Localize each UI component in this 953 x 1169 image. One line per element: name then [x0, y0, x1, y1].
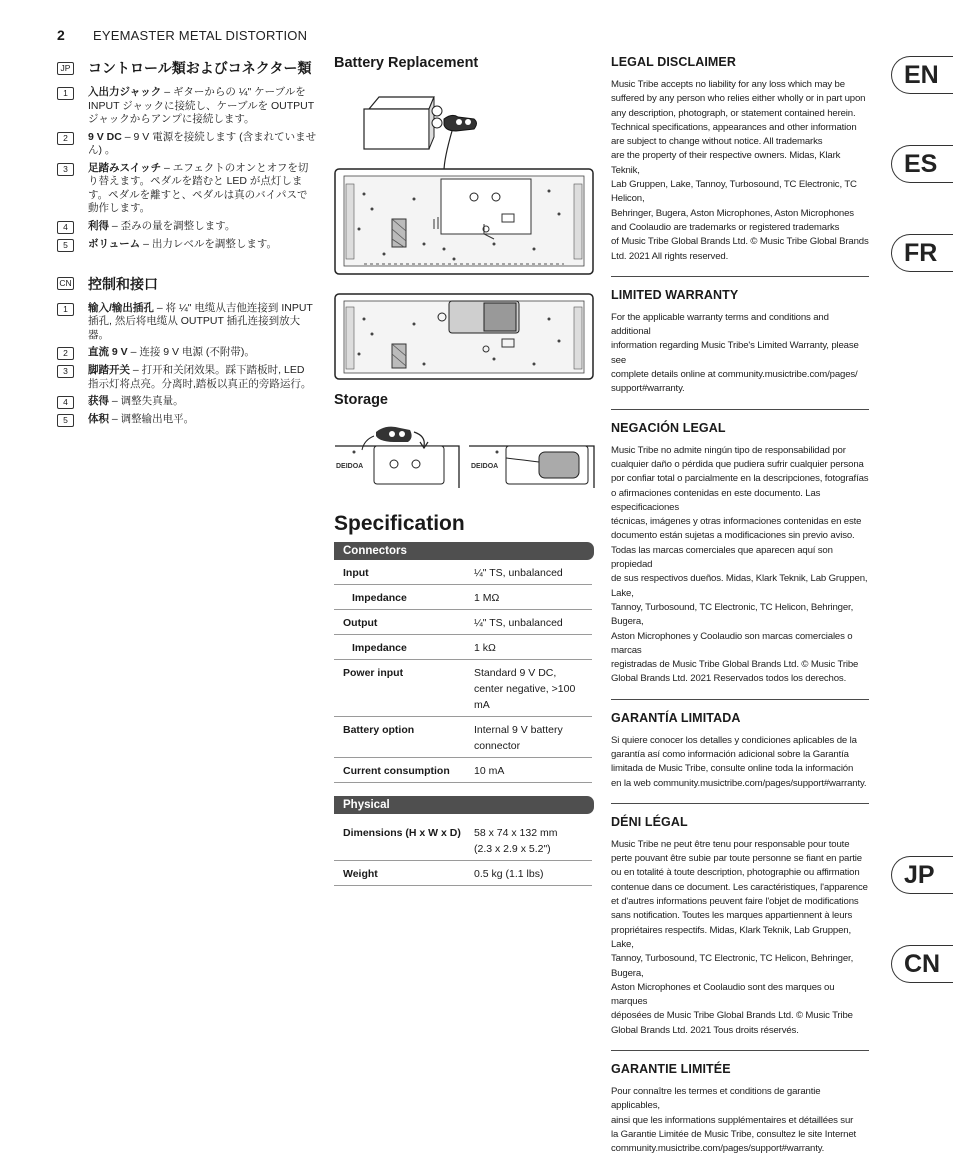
jp-control-item: [57, 220, 317, 234]
legal-section-body: [611, 838, 869, 1038]
legal-text-line: of Music Tribe Global Brands Ltd. © Music Tribe Global Brands: [611, 236, 869, 248]
spec-key: Input: [343, 567, 369, 579]
item-description: [88, 131, 317, 158]
spec-value: [474, 565, 592, 581]
legal-section-title: LIMITED WARRANTY: [611, 287, 739, 302]
legal-text-line: ainsi que les informations supplémentaires et détaillées sur: [611, 1114, 854, 1126]
cn-control-item: [57, 346, 317, 360]
jp-control-item: [57, 131, 317, 158]
spec-value: [474, 866, 592, 882]
spec-row: [334, 635, 592, 660]
spec-value: [474, 590, 592, 606]
legal-text-line: documento están sujetas a modificaciones sin previo aviso.: [611, 530, 855, 542]
legal-text-line: community.musictribe.com/pages/support#warranty.: [611, 1143, 825, 1155]
section-divider: [611, 803, 869, 804]
legal-section-body: [611, 78, 869, 264]
item-description: [88, 302, 317, 343]
legal-text-line: Technical specifications, appearances and other information: [611, 121, 857, 133]
item-text: – 9 V 電源を接続します (含まれていません) 。: [88, 130, 317, 156]
legal-section-title: DÉNI LÉGAL: [611, 814, 688, 829]
legal-section-body: [611, 311, 869, 397]
legal-text-line: o afirmaciones contenidas en este documento. Las especificaciones: [611, 487, 821, 513]
legal-text-line: Global Brands Ltd. 2021 Tous droits réservés.: [611, 1024, 799, 1036]
battery-replacement-illustration: [334, 79, 596, 379]
connectors-header: Connectors: [334, 542, 594, 560]
legal-text-line: sans notification. Toutes les marques appartiennent à leurs: [611, 910, 853, 922]
item-number-badge: 1: [57, 303, 74, 316]
spec-key: Power input: [343, 667, 404, 679]
spec-key: Impedance: [352, 642, 407, 654]
tab-jp[interactable]: JP: [891, 856, 953, 894]
jp-control-item: [57, 86, 317, 127]
item-description: [88, 162, 317, 216]
physical-header: Physical: [334, 796, 594, 814]
tab-fr[interactable]: FR: [891, 234, 953, 272]
pedal-open-illustration: [335, 169, 593, 274]
battery-replacement-title: Battery Replacement: [334, 55, 479, 71]
spec-value-line: 58 x 74 x 132 mm: [474, 827, 558, 839]
legal-text-line: Music Tribe accepts no liability for any loss which may be: [611, 79, 845, 90]
legal-text-line: técnicas, imágenes y otras informaciones contenidas en este: [611, 516, 862, 528]
legal-text-line: contenue dans ce document. Les caractéristiques, l'apparence: [611, 881, 868, 893]
item-description: [88, 220, 235, 234]
legal-section-title: NEGACIÓN LEGAL: [611, 420, 726, 435]
spec-value: [474, 722, 592, 754]
item-description: [88, 346, 255, 360]
legal-section-title: GARANTÍA LIMITADA: [611, 710, 741, 725]
document-title: EYEMASTER METAL DISTORTION: [93, 28, 308, 43]
spec-key: Output: [343, 617, 378, 629]
tab-cn[interactable]: CN: [891, 945, 953, 983]
section-divider: [611, 699, 869, 700]
spec-value: [474, 825, 592, 857]
cn-control-item: [57, 364, 317, 391]
item-name: 9 V DC: [88, 130, 122, 143]
cn-control-item: [57, 302, 317, 343]
legal-text-line: Aston Microphones et Coolaudio sont des marques ou marques: [611, 981, 835, 1008]
legal-text-line: Music Tribe no admite ningún tipo de responsabilidad por: [611, 444, 846, 456]
cn-control-item: [57, 413, 317, 427]
item-name: 利得: [88, 219, 109, 232]
item-text: – 打开和关闭效果。踩下踏板时, LED 指示灯将点亮。分离时,踏板以真正的旁路运行。: [88, 364, 312, 390]
spec-row: [334, 560, 592, 585]
item-number-badge: 2: [57, 132, 74, 145]
legal-section: [611, 55, 869, 264]
legal-text-line: Tannoy, Turbosound, TC Electronic, TC Helicon, Behringer, Bugera,: [611, 601, 854, 628]
spec-key: Impedance: [352, 592, 407, 604]
legal-text-line: déposées de Music Tribe Global Brands Ltd. © Music Tribe: [611, 1010, 853, 1022]
storage-step2-illustration: [469, 446, 594, 488]
spec-row: [334, 861, 592, 886]
pedal-with-battery-illustration: [335, 294, 593, 379]
page-number: 2: [57, 27, 65, 43]
spec-value: [474, 615, 592, 631]
spec-key: Battery option: [343, 724, 415, 736]
spec-value-line: center negative, >100 mA: [474, 683, 576, 711]
legal-text-line: any description, photograph, or statement contained herein.: [611, 107, 856, 119]
legal-text-line: and Coolaudio are trademarks or registered trademarks: [611, 221, 840, 233]
jp-section-title: コントロール類およびコネクター類: [88, 60, 312, 76]
item-name: 脚踏开关: [88, 364, 130, 376]
spec-value-line: 10 mA: [474, 765, 505, 777]
spec-value-line: ¼" TS, unbalanced: [474, 567, 563, 579]
item-name: 体积: [88, 413, 109, 425]
legal-text-line: information regarding Music Tribe's Limited Warranty, please see: [611, 340, 859, 366]
legal-section: [611, 815, 869, 1038]
spec-physical-table: [334, 796, 594, 886]
item-text: – 将 ¼" 电缆从吉他连接到 INPUT 插孔, 然后将电缆从 OUTPUT 插孔连接到放大器。: [88, 301, 313, 341]
cn-section-title: 控制和接口: [88, 275, 158, 292]
jp-control-item: [57, 162, 317, 216]
jp-section: [57, 58, 317, 252]
spec-value-line: 1 MΩ: [474, 592, 500, 604]
item-number-badge: 3: [57, 163, 74, 176]
spec-value-line: ¼" TS, unbalanced: [474, 617, 563, 629]
legal-text-line: suffered by any person who relies either wholly or in part upon: [611, 93, 866, 105]
legal-section: [611, 288, 869, 397]
spec-value-line: Internal 9 V battery: [474, 724, 563, 736]
section-divider: [611, 1050, 869, 1051]
legal-text-line: Ltd. 2021 All rights reserved.: [611, 250, 729, 262]
item-text: – 连接 9 V 电源 (不附带)。: [127, 346, 255, 358]
spec-value: [474, 640, 592, 656]
spec-row: [334, 758, 592, 783]
item-name: 足踏みスイッチ: [88, 161, 162, 174]
storage-footswitch-label-1: DEIDOA: [336, 463, 364, 470]
legal-text-line: support#warranty.: [611, 383, 685, 395]
section-divider: [611, 276, 869, 277]
spec-row: [334, 660, 592, 717]
cn-lang-badge: CN: [57, 277, 74, 290]
legal-text-line: Tannoy, Turbosound, TC Electronic, TC Helicon, Behringer, Bugera,: [611, 953, 854, 979]
legal-text-line: Si quiere conocer los detalles y condiciones aplicables de la: [611, 734, 857, 746]
spec-key: Current consumption: [343, 765, 450, 777]
legal-text-line: Global Brands Ltd. 2021 Reservados todos los derechos.: [611, 673, 847, 685]
legal-section-title: LEGAL DISCLAIMER: [611, 55, 736, 69]
legal-text-line: Pour connaître les termes et conditions de garantie applicables,: [611, 1086, 821, 1112]
legal-text-line: ou en totalité à toute description, photographie ou affirmation: [611, 867, 860, 879]
item-description: [88, 364, 317, 391]
legal-text-line: are subject to change without notice. All trademarks: [611, 136, 823, 148]
legal-section-body: [611, 1085, 869, 1156]
item-text: – 出力レベルを調整します。: [140, 237, 278, 250]
spec-connectors-table: [334, 542, 594, 783]
legal-text-line: Behringer, Bugera, Aston Microphones, Aston Microphones: [611, 207, 854, 219]
storage-step1-illustration: [335, 427, 459, 488]
legal-text-line: are the property of their respective owners. Midas, Klark Teknik,: [611, 150, 841, 176]
jp-control-item: [57, 238, 317, 252]
legal-text-line: Music Tribe ne peut être tenu pour responsable pour toute: [611, 838, 850, 850]
item-text: – エフェクトのオンとオフを切り替えます。ペダルを踏むと LED が点灯します。ペダルを離すと、ペダルは真のバイパスで動作します。: [88, 161, 309, 214]
spec-row: [334, 585, 592, 610]
specification-title: Specification: [334, 512, 465, 535]
item-number-badge: 1: [57, 87, 74, 100]
item-text: – ギターからの ¼" ケーブルを INPUT ジャックに接続し、ケーブルを OUTPUT ジャックからアンプに接続します。: [88, 86, 314, 125]
legal-section: [611, 421, 869, 687]
legal-section: [611, 1062, 869, 1156]
legal-text-line: garantía así como información adicional sobre la Garantía: [611, 748, 849, 760]
item-name: 获得: [88, 395, 109, 407]
spec-key: Dimensions (H x W x D): [343, 827, 461, 839]
legal-text-line: de sus respectivos dueños. Midas, Klark Teknik, Lab Gruppen, Lake,: [611, 573, 868, 599]
controls-column: [57, 58, 317, 443]
legal-section-body: [611, 444, 869, 687]
spec-row: [334, 820, 592, 861]
spec-row: [334, 717, 592, 758]
legal-text-line: propriétaires respectifs. Midas, Klark Teknik, Lab Gruppen, Lake,: [611, 924, 851, 950]
storage-illustration: [334, 418, 596, 490]
spec-key: Weight: [343, 868, 378, 880]
tab-es[interactable]: ES: [891, 145, 953, 183]
legal-text-line: Aston Microphones y Coolaudio son marcas comerciales o marcas: [611, 630, 853, 656]
item-number-badge: 5: [57, 239, 74, 252]
item-text: – 歪みの量を調整します。: [109, 219, 236, 232]
legal-section-title: GARANTIE LIMITÉE: [611, 1062, 731, 1077]
item-number-badge: 2: [57, 347, 74, 360]
legal-text-line: por confiar total o parcialmente en la descripciones, fotografías: [611, 473, 869, 485]
spec-value-line: 1 kΩ: [474, 642, 496, 654]
legal-text-line: Lab Gruppen, Lake, Tannoy, Turbosound, TC Electronic, TC Helicon,: [611, 179, 857, 205]
legal-text-line: la Garantie Limitée de Music Tribe, consultez le site Internet: [611, 1128, 857, 1140]
spec-value-line: connector: [474, 740, 521, 752]
item-number-badge: 4: [57, 396, 74, 409]
legal-section: [611, 711, 869, 791]
section-divider: [611, 409, 869, 410]
legal-column: [611, 55, 869, 1169]
item-description: [88, 395, 184, 409]
spec-value-line: (2.3 x 2.9 x 5.2"): [474, 843, 551, 855]
item-number-badge: 4: [57, 221, 74, 234]
jp-lang-badge: JP: [57, 62, 74, 75]
legal-text-line: For the applicable warranty terms and conditions and additional: [611, 311, 829, 338]
item-description: [88, 413, 194, 427]
storage-title: Storage: [334, 392, 388, 408]
item-number-badge: 5: [57, 414, 74, 427]
legal-section-body: [611, 734, 869, 791]
item-description: [88, 86, 317, 127]
item-name: ボリューム: [88, 237, 141, 250]
legal-text-line: registradas de Music Tribe Global Brands Ltd. © Music Tribe: [611, 659, 859, 671]
item-name: 直流 9 V: [88, 346, 128, 358]
legal-text-line: perte pouvant être subie par toute personne se fiant en partie: [611, 853, 862, 865]
spec-value: [474, 665, 592, 713]
legal-text-line: et d'autres informations peuvent faire l'objet de modifications: [611, 896, 859, 908]
legal-text-line: en la web community.musictribe.com/pages/support#warranty.: [611, 777, 867, 789]
item-text: – 调整失真量。: [109, 395, 184, 407]
middle-column: [334, 55, 594, 886]
storage-footswitch-label-2: DEIDOA: [471, 463, 499, 470]
legal-text-line: Todas las marcas comerciales que aparecen aquí son propiedad: [611, 544, 833, 571]
spec-row: [334, 610, 592, 635]
item-description: [88, 238, 277, 252]
tab-en[interactable]: EN: [891, 56, 953, 94]
item-text: – 调整输出电平。: [109, 413, 195, 425]
cn-section: [57, 274, 317, 428]
item-name: 入出力ジャック: [88, 86, 162, 98]
legal-text-line: cualquier daño o pérdida que pudiera sufrir cualquier persona: [611, 458, 864, 470]
spec-value: [474, 763, 592, 779]
legal-text-line: limitada de Music Tribe, consulte online toda la información: [611, 763, 854, 775]
legal-text-line: complete details online at community.musictribe.com/pages/: [611, 369, 858, 381]
cn-control-item: [57, 395, 317, 409]
item-number-badge: 3: [57, 365, 74, 378]
spec-value-line: Standard 9 V DC,: [474, 667, 557, 679]
spec-value-line: 0.5 kg (1.1 lbs): [474, 868, 544, 880]
item-name: 输入/输出插孔: [88, 301, 154, 314]
